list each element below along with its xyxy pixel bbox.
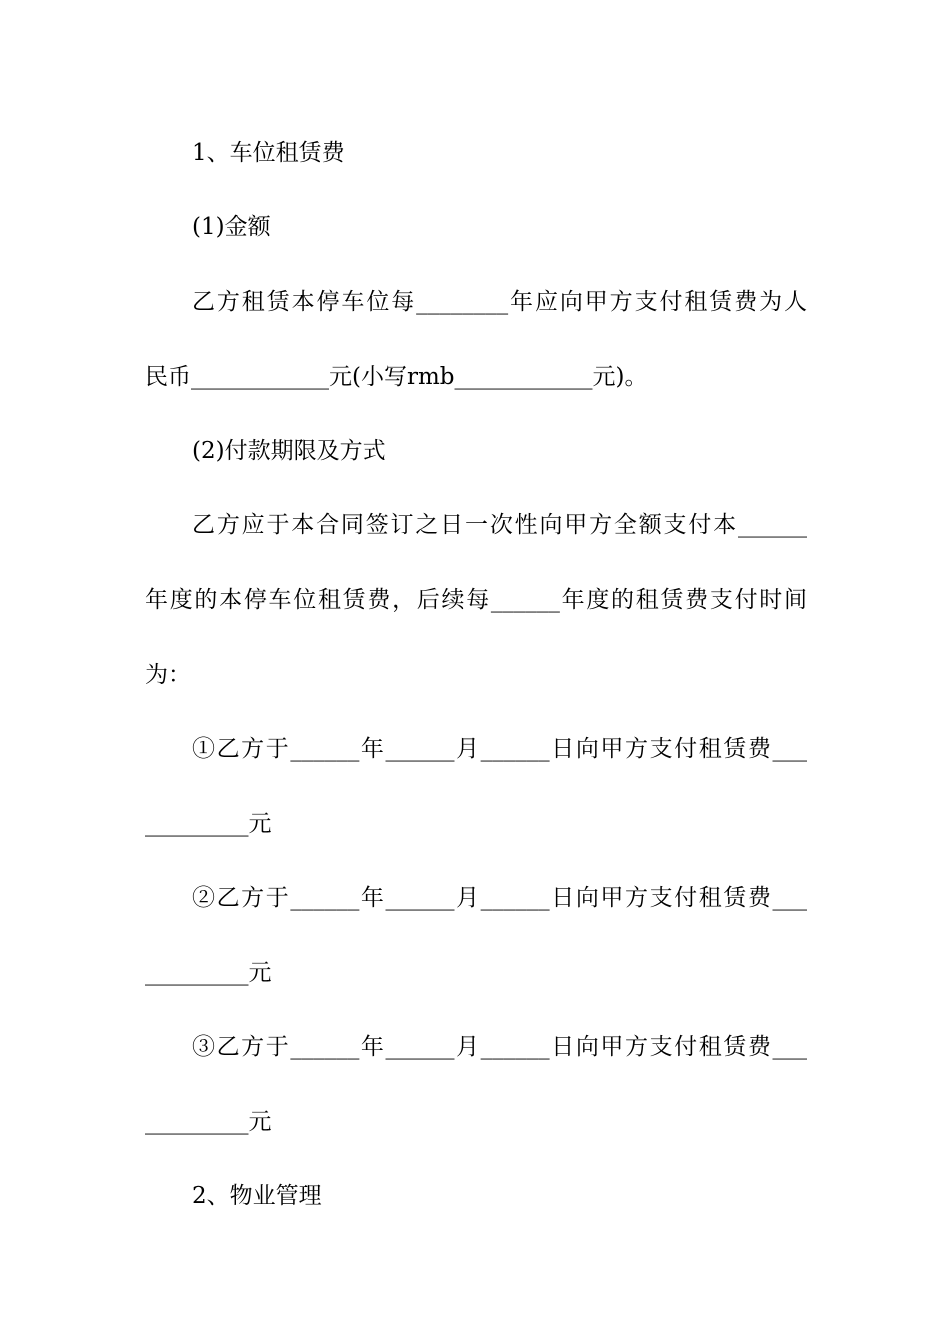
paragraph-line: 乙方应于本合同签订之日一次性向甲方全额支付本______	[192, 512, 807, 538]
payment-item-1: ①乙方于______年______月______日向甲方支付租赁费___	[192, 736, 807, 762]
subsection-heading-amount: (1)金额	[192, 214, 271, 240]
payment-item-1-continuation: _________元	[145, 811, 272, 837]
paragraph-line: 民币____________元(小写rmb____________元)。	[145, 364, 648, 390]
section-heading-property-management: 2、物业管理	[192, 1183, 322, 1209]
section-heading-parking-rent: 1、车位租赁费	[192, 140, 345, 166]
paragraph-line: 年度的本停车位租赁费，后续每______年度的租赁费支付时间	[145, 587, 807, 613]
payment-item-3-continuation: _________元	[145, 1109, 272, 1135]
payment-item-2: ②乙方于______年______月______日向甲方支付租赁费___	[192, 885, 807, 911]
paragraph-line: 为：	[145, 662, 191, 688]
payment-item-2-continuation: _________元	[145, 960, 272, 986]
subsection-heading-payment-terms: (2)付款期限及方式	[192, 438, 386, 464]
payment-item-3: ③乙方于______年______月______日向甲方支付租赁费___	[192, 1034, 807, 1060]
paragraph-line: 乙方租赁本停车位每________年应向甲方支付租赁费为人	[192, 289, 807, 315]
